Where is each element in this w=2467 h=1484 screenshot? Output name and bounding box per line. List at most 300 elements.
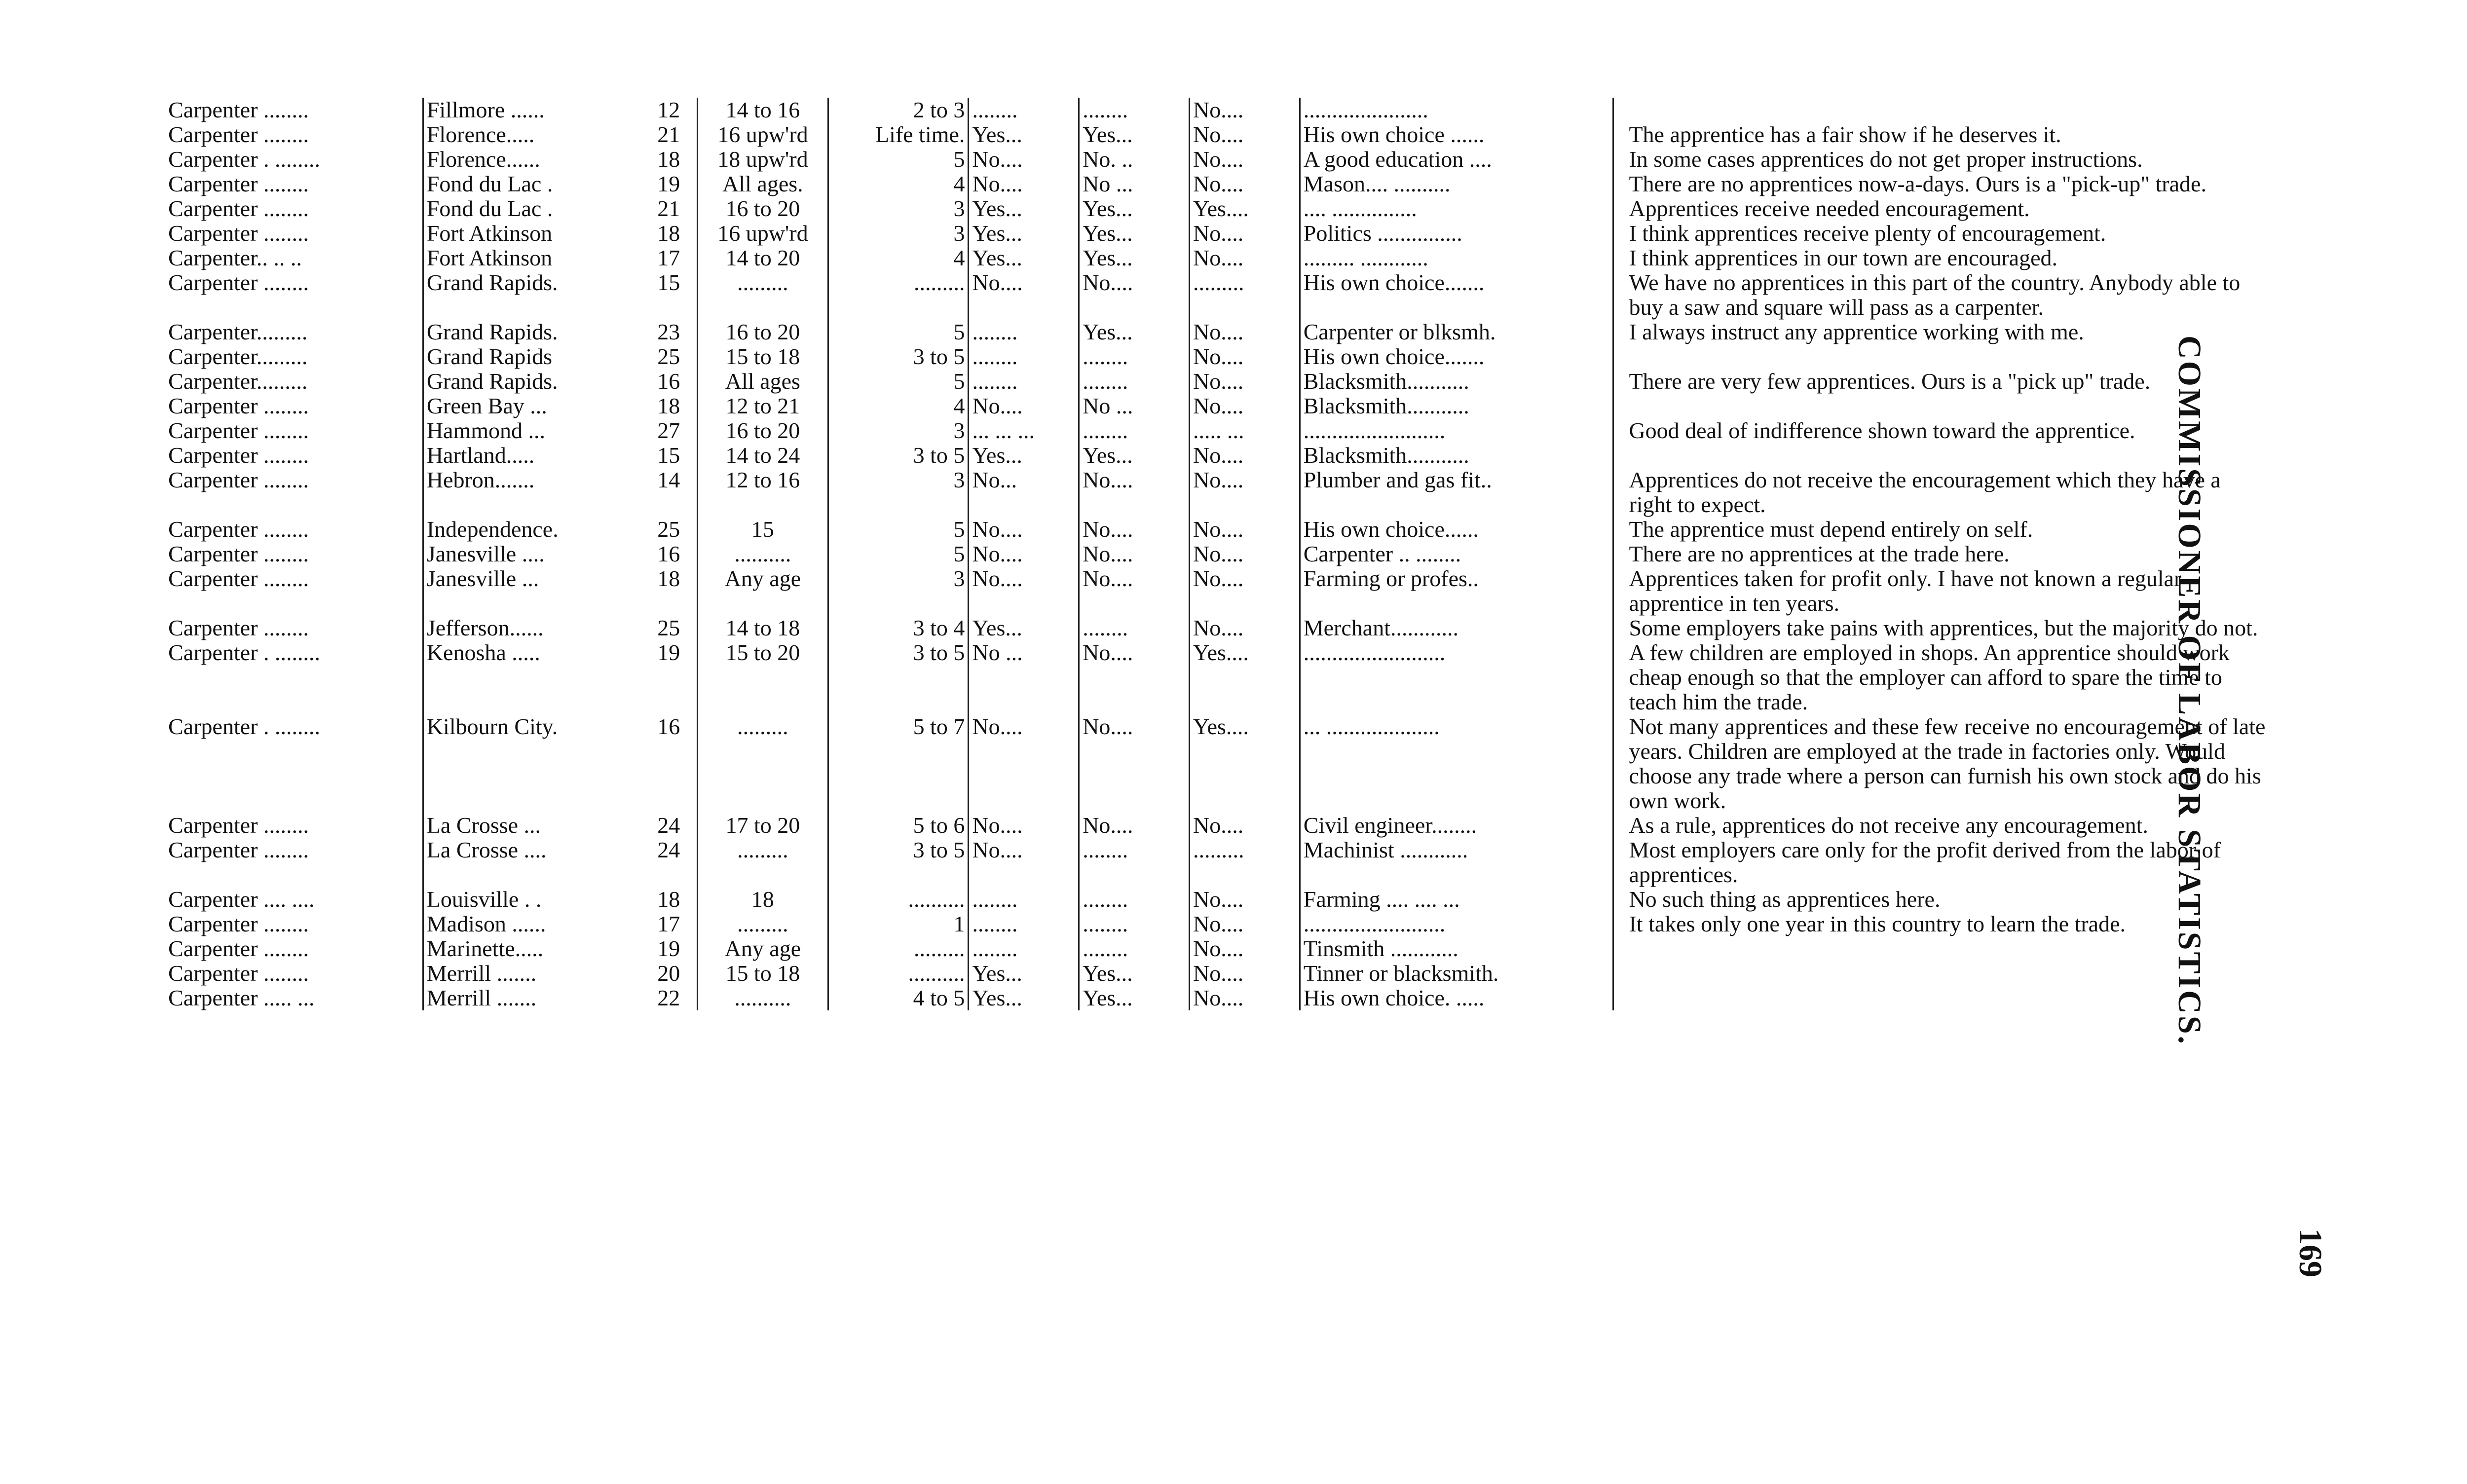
trade-choice-cell: A good education ....: [1300, 147, 1613, 172]
age-range-cell: .........: [698, 714, 828, 813]
town-cell: Janesville ...: [423, 566, 640, 616]
trade-choice-cell: His own choice.......: [1300, 344, 1613, 369]
union-cell: .........: [1189, 838, 1300, 887]
age-range-cell: 16 to 20: [698, 418, 828, 443]
town-cell: Hartland.....: [423, 443, 640, 468]
town-cell: Janesville ....: [423, 542, 640, 566]
occupation-cell: Carpenter ..... ...: [168, 986, 315, 1010]
instruction-cell: No....: [1079, 714, 1190, 813]
instruction-cell: ........: [1079, 369, 1190, 394]
table-row: [165, 887, 2270, 912]
town-cell: Kilbourn City.: [423, 714, 640, 813]
trade-choice-cell: Farming or profes..: [1300, 566, 1613, 616]
instruction-cell: ........: [1079, 936, 1190, 961]
years-cell: 3: [828, 566, 969, 616]
age-range-cell: .........: [698, 270, 828, 320]
instruction-cell: ........: [1079, 98, 1190, 122]
trade-choice-cell: His own choice ......: [1300, 122, 1613, 147]
union-cell: No....: [1189, 912, 1300, 936]
age-cell: 25: [657, 616, 680, 640]
remark-cell: Apprentices do not receive the encouragement which they have a right to expect.: [1629, 468, 2221, 517]
remark-cell: There are very few apprentices. Ours is a "pick up" trade.: [1629, 369, 2151, 394]
occupation-cell: Carpenter ........: [168, 838, 309, 862]
encouragement-cell: Yes...: [969, 986, 1079, 1010]
age-cell: 18: [657, 566, 680, 591]
union-cell: No....: [1189, 320, 1300, 344]
town-cell: Hammond ...: [423, 418, 640, 443]
occupation-cell: Carpenter ........: [168, 912, 309, 936]
town-cell: Grand Rapids.: [423, 369, 640, 394]
union-cell: No....: [1189, 517, 1300, 542]
union-cell: No....: [1189, 344, 1300, 369]
age-range-cell: .........: [698, 838, 828, 887]
age-cell: 25: [657, 344, 680, 369]
occupation-cell: Carpenter ........: [168, 270, 309, 295]
page-number: 169: [2292, 1228, 2328, 1277]
union-cell: No....: [1189, 961, 1300, 986]
years-cell: 4 to 5: [828, 986, 969, 1010]
encouragement-cell: Yes...: [969, 616, 1079, 640]
age-cell: 21: [657, 122, 680, 147]
instruction-cell: No....: [1079, 468, 1190, 517]
trade-choice-cell: His own choice. .....: [1300, 986, 1613, 1010]
age-range-cell: 16 upw'rd: [698, 221, 828, 246]
instruction-cell: No....: [1079, 542, 1190, 566]
trade-choice-cell: Mason.... ..........: [1300, 172, 1613, 196]
years-cell: 4: [828, 172, 969, 196]
trade-choice-cell: Farming .... .... ...: [1300, 887, 1613, 912]
years-cell: 3 to 5: [828, 344, 969, 369]
table-row: [165, 443, 2270, 468]
encouragement-cell: Yes...: [969, 443, 1079, 468]
table-row: [165, 172, 2270, 196]
age-cell: 19: [657, 640, 680, 665]
encouragement-cell: No....: [969, 813, 1079, 838]
table-row: [165, 936, 2270, 961]
instruction-cell: Yes...: [1079, 196, 1190, 221]
encouragement-cell: No....: [969, 714, 1079, 813]
instruction-cell: ........: [1079, 887, 1190, 912]
trade-choice-cell: Civil engineer........: [1300, 813, 1613, 838]
union-cell: No....: [1189, 172, 1300, 196]
apprentice-survey-table: [165, 98, 2270, 1010]
town-cell: Fort Atkinson: [423, 246, 640, 270]
town-cell: Grand Rapids.: [423, 270, 640, 320]
years-cell: 5: [828, 369, 969, 394]
encouragement-cell: No....: [969, 270, 1079, 320]
remark-cell: I always instruct any apprentice working with me.: [1629, 320, 2084, 344]
age-range-cell: All ages: [698, 369, 828, 394]
occupation-cell: Carpenter ........: [168, 517, 309, 542]
trade-choice-cell: His own choice......: [1300, 517, 1613, 542]
age-range-cell: 14 to 18: [698, 616, 828, 640]
trade-choice-cell: Carpenter or blksmh.: [1300, 320, 1613, 344]
table-row: [165, 394, 2270, 418]
age-range-cell: 15 to 18: [698, 961, 828, 986]
age-cell: 14: [657, 468, 680, 492]
trade-choice-cell: .........................: [1300, 418, 1613, 443]
years-cell: 3: [828, 196, 969, 221]
encouragement-cell: No ...: [969, 640, 1079, 714]
age-range-cell: 15 to 18: [698, 344, 828, 369]
union-cell: No....: [1189, 468, 1300, 517]
years-cell: 1: [828, 912, 969, 936]
trade-choice-cell: Politics ...............: [1300, 221, 1613, 246]
encouragement-cell: ... ... ...: [969, 418, 1079, 443]
age-cell: 27: [657, 418, 680, 443]
years-cell: 4: [828, 246, 969, 270]
town-cell: Kenosha .....: [423, 640, 640, 714]
years-cell: Life time.: [828, 122, 969, 147]
years-cell: 5: [828, 542, 969, 566]
table-row: [165, 270, 2270, 320]
instruction-cell: ........: [1079, 838, 1190, 887]
table-row: [165, 320, 2270, 344]
age-range-cell: 18 upw'rd: [698, 147, 828, 172]
age-range-cell: Any age: [698, 936, 828, 961]
town-cell: Louisville . .: [423, 887, 640, 912]
town-cell: Hebron.......: [423, 468, 640, 517]
instruction-cell: No....: [1079, 566, 1190, 616]
age-range-cell: 14 to 16: [698, 98, 828, 122]
table-body: [165, 98, 2270, 1010]
town-cell: Fond du Lac .: [423, 172, 640, 196]
remark-cell: There are no apprentices at the trade here.: [1629, 542, 2010, 566]
table-row: [165, 566, 2270, 616]
union-cell: Yes....: [1189, 714, 1300, 813]
age-cell: 17: [657, 246, 680, 270]
union-cell: No....: [1189, 936, 1300, 961]
age-cell: 15: [657, 270, 680, 295]
encouragement-cell: ........: [969, 98, 1079, 122]
table-row: [165, 714, 2270, 813]
encouragement-cell: ........: [969, 936, 1079, 961]
instruction-cell: Yes...: [1079, 122, 1190, 147]
table-row: [165, 640, 2270, 714]
instruction-cell: Yes...: [1079, 961, 1190, 986]
town-cell: Florence.....: [423, 122, 640, 147]
encouragement-cell: No....: [969, 517, 1079, 542]
town-cell: Merrill .......: [423, 961, 640, 986]
encouragement-cell: No....: [969, 838, 1079, 887]
age-range-cell: 14 to 24: [698, 443, 828, 468]
age-range-cell: 12 to 21: [698, 394, 828, 418]
age-cell: 18: [657, 221, 680, 246]
age-range-cell: 15: [698, 517, 828, 542]
town-cell: Madison ......: [423, 912, 640, 936]
occupation-cell: Carpenter . ........: [168, 640, 320, 665]
town-cell: La Crosse ....: [423, 838, 640, 887]
union-cell: No....: [1189, 246, 1300, 270]
remark-cell: It takes only one year in this country to learn the trade.: [1629, 912, 2126, 936]
age-cell: 20: [657, 961, 680, 986]
years-cell: 3: [828, 221, 969, 246]
age-range-cell: 17 to 20: [698, 813, 828, 838]
occupation-cell: Carpenter ........: [168, 566, 309, 591]
trade-choice-cell: Machinist ............: [1300, 838, 1613, 887]
years-cell: 5: [828, 517, 969, 542]
trade-choice-cell: ......................: [1300, 98, 1613, 122]
occupation-cell: Carpenter ........: [168, 196, 309, 221]
remark-cell: A few children are employed in shops. An apprentice should work cheap enough so that the employer can afford to spare the time to teach him the trade.: [1629, 640, 2230, 714]
running-head: COMMISSIONER OF LABOR STATISTICS.: [2171, 335, 2207, 1046]
age-range-cell: All ages.: [698, 172, 828, 196]
table-row: [165, 912, 2270, 936]
years-cell: 4: [828, 394, 969, 418]
instruction-cell: Yes...: [1079, 221, 1190, 246]
occupation-cell: Carpenter ........: [168, 542, 309, 566]
encouragement-cell: ........: [969, 320, 1079, 344]
union-cell: No....: [1189, 221, 1300, 246]
town-cell: Fillmore ......: [423, 98, 640, 122]
town-cell: Marinette.....: [423, 936, 640, 961]
encouragement-cell: Yes...: [969, 196, 1079, 221]
union-cell: Yes....: [1189, 196, 1300, 221]
remark-cell: Apprentices taken for profit only. I have not known a regular apprentice in ten years.: [1629, 566, 2182, 616]
table-row: [165, 221, 2270, 246]
occupation-cell: Carpenter . ........: [168, 714, 320, 739]
occupation-cell: Carpenter ........: [168, 936, 309, 961]
age-range-cell: ..........: [698, 542, 828, 566]
occupation-cell: Carpenter ........: [168, 418, 309, 443]
instruction-cell: No....: [1079, 640, 1190, 714]
occupation-cell: Carpenter ........: [168, 961, 309, 986]
years-cell: 5: [828, 147, 969, 172]
remark-cell: Apprentices receive needed encouragement.: [1629, 196, 2030, 221]
trade-choice-cell: Tinner or blacksmith.: [1300, 961, 1613, 986]
town-cell: Fond du Lac .: [423, 196, 640, 221]
encouragement-cell: Yes...: [969, 122, 1079, 147]
occupation-cell: Carpenter ........: [168, 221, 309, 246]
age-cell: 19: [657, 172, 680, 196]
instruction-cell: No....: [1079, 270, 1190, 320]
years-cell: 2 to 3: [828, 98, 969, 122]
union-cell: No....: [1189, 98, 1300, 122]
years-cell: ..........: [828, 961, 969, 986]
table-row: [165, 517, 2270, 542]
years-cell: 3: [828, 418, 969, 443]
years-cell: 3 to 5: [828, 640, 969, 714]
union-cell: No....: [1189, 542, 1300, 566]
remark-cell: The apprentice has a fair show if he deserves it.: [1629, 122, 2061, 147]
union-cell: No....: [1189, 394, 1300, 418]
age-range-cell: ..........: [698, 986, 828, 1010]
trade-choice-cell: Carpenter .. ........: [1300, 542, 1613, 566]
union-cell: No....: [1189, 147, 1300, 172]
trade-choice-cell: .........................: [1300, 912, 1613, 936]
occupation-cell: Carpenter ........: [168, 616, 309, 640]
remark-cell: Most employers care only for the profit derived from the labor of apprentices.: [1629, 838, 2221, 887]
instruction-cell: ........: [1079, 344, 1190, 369]
table-row: [165, 616, 2270, 640]
union-cell: .........: [1189, 270, 1300, 320]
instruction-cell: No ...: [1079, 394, 1190, 418]
encouragement-cell: ........: [969, 887, 1079, 912]
years-cell: 5 to 7: [828, 714, 969, 813]
remark-cell: Good deal of indifference shown toward the apprentice.: [1629, 418, 2135, 443]
table-row: [165, 542, 2270, 566]
town-cell: La Crosse ...: [423, 813, 640, 838]
occupation-cell: Carpenter.........: [168, 369, 308, 394]
age-cell: 25: [657, 517, 680, 542]
age-range-cell: 14 to 20: [698, 246, 828, 270]
encouragement-cell: No....: [969, 147, 1079, 172]
remark-cell: In some cases apprentices do not get proper instructions.: [1629, 147, 2143, 172]
years-cell: 3: [828, 468, 969, 517]
union-cell: No....: [1189, 986, 1300, 1010]
years-cell: ..........: [828, 887, 969, 912]
age-cell: 24: [657, 838, 680, 862]
encouragement-cell: ........: [969, 369, 1079, 394]
age-cell: 16: [657, 369, 680, 394]
table-row: [165, 986, 2270, 1010]
town-cell: Green Bay ...: [423, 394, 640, 418]
town-cell: Florence......: [423, 147, 640, 172]
remark-cell: No such thing as apprentices here.: [1629, 887, 1941, 912]
encouragement-cell: No....: [969, 566, 1079, 616]
age-range-cell: 15 to 20: [698, 640, 828, 714]
occupation-cell: Carpenter.........: [168, 320, 308, 344]
instruction-cell: No....: [1079, 813, 1190, 838]
table-row: [165, 122, 2270, 147]
union-cell: Yes....: [1189, 640, 1300, 714]
town-cell: Grand Rapids: [423, 344, 640, 369]
union-cell: No....: [1189, 616, 1300, 640]
table-row: [165, 418, 2270, 443]
encouragement-cell: No...: [969, 468, 1079, 517]
age-range-cell: 16 upw'rd: [698, 122, 828, 147]
encouragement-cell: No....: [969, 542, 1079, 566]
table-row: [165, 369, 2270, 394]
age-cell: 15: [657, 443, 680, 468]
union-cell: No....: [1189, 443, 1300, 468]
union-cell: No....: [1189, 566, 1300, 616]
town-cell: Grand Rapids.: [423, 320, 640, 344]
table-row: [165, 344, 2270, 369]
occupation-cell: Carpenter ........: [168, 443, 309, 468]
instruction-cell: No. ..: [1079, 147, 1190, 172]
age-range-cell: 18: [698, 887, 828, 912]
town-cell: Merrill .......: [423, 986, 640, 1010]
occupation-cell: Carpenter ........: [168, 98, 309, 122]
age-range-cell: .........: [698, 912, 828, 936]
instruction-cell: No....: [1079, 517, 1190, 542]
encouragement-cell: ........: [969, 912, 1079, 936]
instruction-cell: ........: [1079, 616, 1190, 640]
years-cell: 5: [828, 320, 969, 344]
occupation-cell: Carpenter ........: [168, 468, 309, 492]
encouragement-cell: Yes...: [969, 246, 1079, 270]
remark-cell: [1613, 98, 2270, 122]
years-cell: 5 to 6: [828, 813, 969, 838]
years-cell: 3 to 4: [828, 616, 969, 640]
age-cell: 16: [657, 542, 680, 566]
instruction-cell: Yes...: [1079, 986, 1190, 1010]
encouragement-cell: No....: [969, 172, 1079, 196]
years-cell: .........: [828, 936, 969, 961]
age-range-cell: 16 to 20: [698, 320, 828, 344]
trade-choice-cell: Merchant............: [1300, 616, 1613, 640]
table-row: [165, 468, 2270, 517]
remark-cell: We have no apprentices in this part of the country. Anybody able to buy a saw and square will pass as a carpenter.: [1629, 270, 2241, 320]
instruction-cell: Yes...: [1079, 246, 1190, 270]
encouragement-cell: No....: [969, 394, 1079, 418]
remark-cell: There are no apprentices now-a-days. Ours is a "pick-up" trade.: [1629, 172, 2206, 196]
occupation-cell: Carpenter ........: [168, 122, 309, 147]
town-cell: Fort Atkinson: [423, 221, 640, 246]
remark-cell: Not many apprentices and these few receive no encouragement of late years. Children are employed at the trade in factories only. Would choose any trade where a person can furnish his own stock and do his own work.: [1629, 714, 2266, 813]
table-row: [165, 196, 2270, 221]
table-row: [165, 147, 2270, 172]
instruction-cell: Yes...: [1079, 320, 1190, 344]
years-cell: .........: [828, 270, 969, 320]
trade-choice-cell: ... ....................: [1300, 714, 1613, 813]
table-row: [165, 813, 2270, 838]
union-cell: ..... ...: [1189, 418, 1300, 443]
trade-choice-cell: Blacksmith...........: [1300, 369, 1613, 394]
age-cell: 21: [657, 196, 680, 221]
encouragement-cell: Yes...: [969, 961, 1079, 986]
remark-cell: I think apprentices in our town are encouraged.: [1629, 246, 2058, 270]
instruction-cell: ........: [1079, 912, 1190, 936]
age-cell: 18: [657, 887, 680, 912]
table-row: [165, 246, 2270, 270]
remark-cell: The apprentice must depend entirely on self.: [1629, 517, 2033, 542]
trade-choice-cell: .........................: [1300, 640, 1613, 714]
years-cell: 3 to 5: [828, 838, 969, 887]
age-range-cell: Any age: [698, 566, 828, 616]
occupation-cell: Carpenter .... ....: [168, 887, 315, 912]
occupation-cell: Carpenter.. .. ..: [168, 246, 302, 270]
age-cell: 18: [657, 147, 680, 172]
instruction-cell: ........: [1079, 418, 1190, 443]
remark-cell: Some employers take pains with apprentices, but the majority do not.: [1629, 616, 2258, 640]
years-cell: 3 to 5: [828, 443, 969, 468]
trade-choice-cell: Plumber and gas fit..: [1300, 468, 1613, 517]
trade-choice-cell: ......... ............: [1300, 246, 1613, 270]
table-row: [165, 961, 2270, 986]
occupation-cell: Carpenter ........: [168, 813, 309, 838]
encouragement-cell: ........: [969, 344, 1079, 369]
union-cell: No....: [1189, 369, 1300, 394]
trade-choice-cell: Blacksmith...........: [1300, 443, 1613, 468]
union-cell: No....: [1189, 813, 1300, 838]
age-cell: 12: [657, 98, 680, 122]
occupation-cell: Carpenter . ........: [168, 147, 320, 172]
town-cell: Jefferson......: [423, 616, 640, 640]
occupation-cell: Carpenter.........: [168, 344, 308, 369]
age-cell: 18: [657, 394, 680, 418]
union-cell: No....: [1189, 887, 1300, 912]
remark-cell: I think apprentices receive plenty of encouragement.: [1629, 221, 2106, 246]
age-cell: 16: [657, 714, 680, 739]
age-cell: 23: [657, 320, 680, 344]
remark-cell: As a rule, apprentices do not receive any encouragement.: [1629, 813, 2148, 838]
age-range-cell: 12 to 16: [698, 468, 828, 517]
age-range-cell: 16 to 20: [698, 196, 828, 221]
table-row: [165, 98, 2270, 122]
trade-choice-cell: His own choice.......: [1300, 270, 1613, 320]
town-cell: Independence.: [423, 517, 640, 542]
age-cell: 22: [657, 986, 680, 1010]
instruction-cell: Yes...: [1079, 443, 1190, 468]
instruction-cell: No ...: [1079, 172, 1190, 196]
trade-choice-cell: .... ...............: [1300, 196, 1613, 221]
age-cell: 19: [657, 936, 680, 961]
age-cell: 17: [657, 912, 680, 936]
age-cell: 24: [657, 813, 680, 838]
trade-choice-cell: Blacksmith...........: [1300, 394, 1613, 418]
